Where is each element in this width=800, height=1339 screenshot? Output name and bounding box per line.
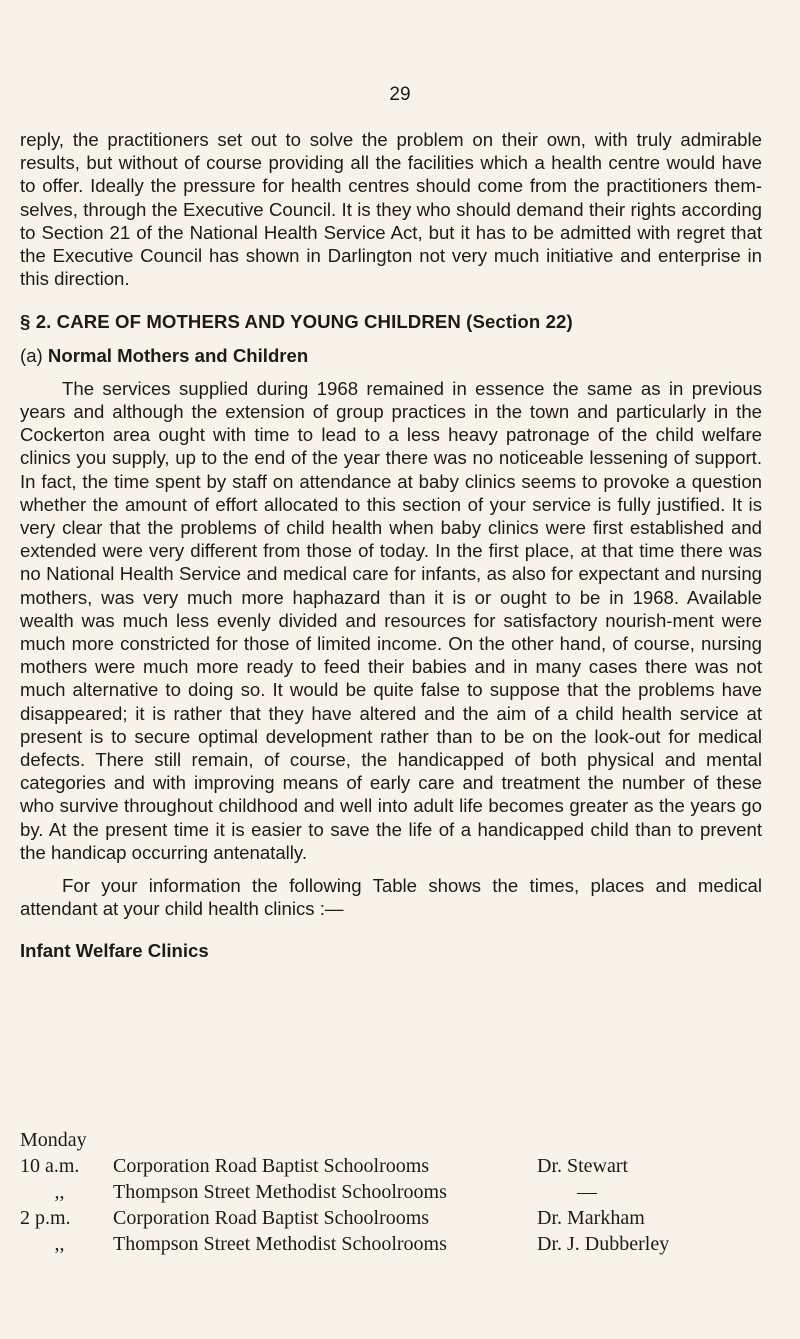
clinics-heading: Infant Welfare Clinics — [20, 939, 209, 961]
schedule-time: ,, — [54, 1181, 65, 1203]
schedule-doctor: — — [577, 1181, 597, 1203]
schedule-day: Monday — [20, 1129, 87, 1151]
schedule-place: Corporation Road Baptist Schoolrooms — [113, 1207, 430, 1229]
subsection-title: Normal Mothers and Children — [47, 344, 309, 366]
schedule-place: Corporation Road Baptist Schoolrooms — [113, 1155, 430, 1177]
schedule-row — [20, 1231, 780, 1257]
schedule-place: Thompson Street Methodist Schoolrooms — [113, 1181, 447, 1203]
schedule-row — [20, 1179, 780, 1205]
schedule-doctor: Dr. J. Dubberley — [537, 1233, 670, 1255]
subsection-label: (a) — [20, 344, 43, 366]
schedule-time: 10 a.m. — [20, 1155, 80, 1177]
subsection-heading — [20, 344, 762, 367]
schedule-row — [20, 1153, 780, 1179]
schedule-time: 2 p.m. — [20, 1207, 71, 1229]
schedule-row — [20, 1205, 780, 1231]
body-text — [20, 128, 762, 962]
schedule-place: Thompson Street Methodist Schoolrooms — [113, 1233, 447, 1255]
schedule-doctor: Dr. Markham — [537, 1207, 645, 1229]
clinic-schedule — [20, 1127, 780, 1257]
section-heading: § 2. CARE OF MOTHERS AND YOUNG CHILDREN (Section 22) — [20, 311, 573, 333]
schedule-doctor: Dr. Stewart — [537, 1155, 629, 1177]
paragraph-3: For your information the following Table shows the times, places and medical attendant at your child health clinics :— — [20, 875, 762, 920]
schedule-time: ,, — [54, 1233, 65, 1255]
paragraph-1: reply, the practitioners set out to solve the problem on their own, with truly admirable results, but without of course providing all the facilities which a health centre would have to offer. Ideally the pressure for health centres should come from the practitioners them-selves, through the Executive Council. It is they who should demand their rights according to Section 21 of the National Health Service Act, but it has to be admitted with regret that the Executive Council has shown in Darlington not very much initiative and enterprise in this direction. — [20, 129, 762, 290]
paragraph-2: The services supplied during 1968 remained in essence the same as in previous years and although the extension of group practices in the town and particularly in the Cockerton area ought with time to lead to a less heavy patronage of the child welfare clinics you supply, up to the end of the year there was no noticeable lessening of support. In fact, the time spent by staff on attendance at baby clinics seems to provoke a question whether the amount of effort allocated to this section of your service is fully justified. It is very clear that the problems of child health when baby clinics were first established and extended were very different from those of today. In the first place, at that time there was no National Health Service and medical care for infants, as also for expectant and nursing mothers, was very much more haphazard than it is or ought to be in 1968. Available wealth was much less evenly divided and resources for satisfactory nourish-ment were much more constricted for those of limited income. On the other hand, of course, nursing mothers were much more ready to feed their babies and in many cases there was not much alternative to doing so. It would be quite false to suppose that the problems have disappeared; it is rather that they have altered and the aim of a child health service at present is to secure optimal development rather than to be on the look-out for medical defects. There still remain, of course, the handicapped of both physical and mental categories and with improving means of early care and treatment the number of these who survive throughout childhood and well into adult life becomes greater as the years go by. At the present time it is easier to save the life of a handicapped child than to prevent the handicap occurring antenatally. — [20, 377, 762, 863]
page-number: 29 — [389, 84, 411, 105]
